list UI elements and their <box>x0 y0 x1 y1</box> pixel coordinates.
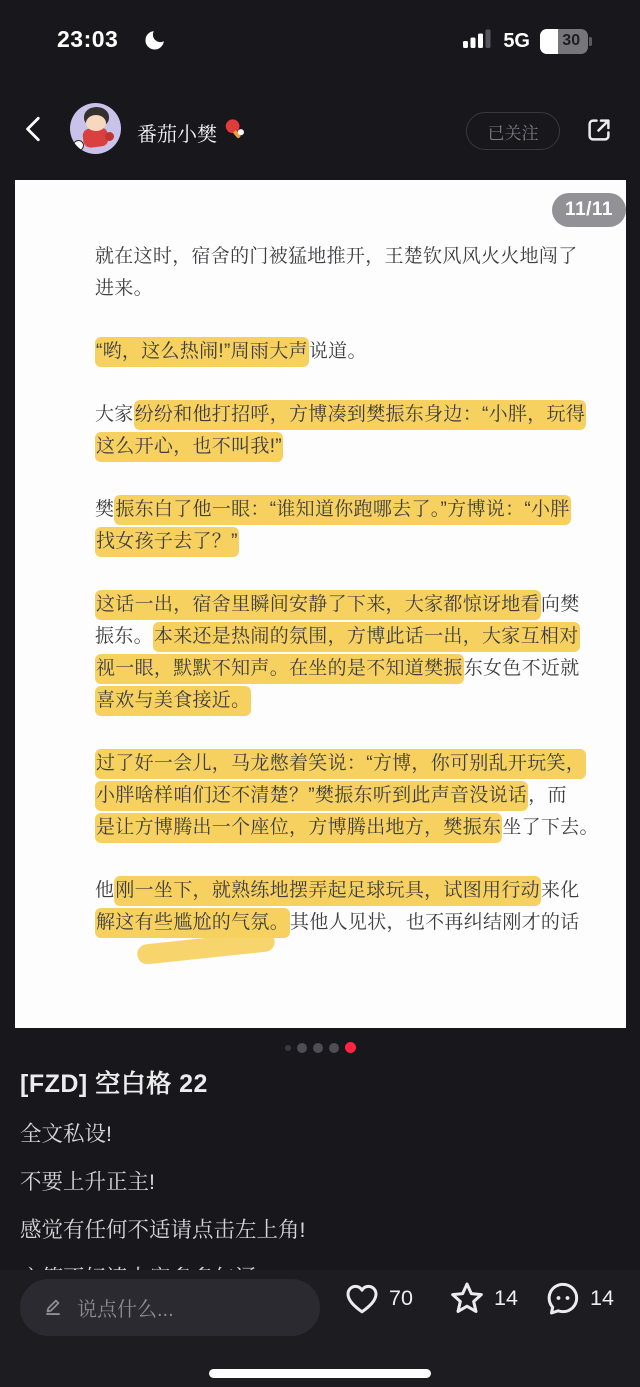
highlighted-text: 小胖啥样咱们还不清楚？”樊振东听到此声音没说话 <box>95 781 528 811</box>
highlighted-text: 是让方博腾出一个座位，方博腾出地方，樊振东 <box>95 813 502 843</box>
story-paragraph: 这话一出，宿舍里瞬间安静了下来，大家都惊讶地看向樊 振东。本来还是热闹的氛围，方博此话一出，大家互相对 视一眼，默默不知声。在坐的是不知道樊振东女色不近就 喜欢与美食接近。 <box>95 589 564 717</box>
username[interactable]: 番茄小樊 <box>137 96 245 168</box>
highlighted-text: 喜欢与美食接近。 <box>95 686 251 716</box>
collect-button[interactable] <box>447 1278 518 1318</box>
story-paragraph: 大家纷纷和他打招呼，方博凑到樊振东身边：“小胖，玩得 这么开心，也不叫我!” <box>95 399 564 463</box>
highlighted-text: 过了好一会儿，马龙憋着笑说：“方博，你可别乱开玩笑， <box>95 749 586 779</box>
pagination-dot <box>285 1045 291 1051</box>
highlighted-text: 刚一坐下，就熟练地摆弄起足球玩具，试图用行动 <box>114 876 541 906</box>
post-body-line: 全文私设! <box>20 1122 112 1146</box>
comment-input[interactable] <box>20 1279 320 1336</box>
highlighted-text: 找女孩子去了？” <box>95 527 239 557</box>
story-paragraph: 樊振东白了他一眼：“谁知道你跑哪去了。”方博说：“小胖 找女孩子去了？” <box>95 494 564 558</box>
battery-cap <box>589 37 592 46</box>
network-type-label: 5G <box>503 29 530 52</box>
post-body-line: 感觉有任何不适请点击左上角! <box>20 1218 306 1242</box>
collect-count: 14 <box>494 1285 518 1310</box>
pagination-dot <box>313 1043 323 1053</box>
comment-count: 14 <box>590 1285 614 1310</box>
story-paragraph: “哟，这么热闹!”周雨大声说道。 <box>95 336 564 368</box>
pencil-icon <box>42 1294 65 1322</box>
status-time: 23:03 <box>57 26 119 52</box>
page-counter-badge: 11/11 <box>552 193 626 227</box>
avatar[interactable] <box>70 103 121 154</box>
like-button[interactable] <box>342 1278 413 1318</box>
battery-icon <box>540 29 588 54</box>
highlighted-text: 这话一出，宿舍里瞬间安静了下来，大家都惊讶地看 <box>95 590 541 620</box>
pagination-dot <box>345 1042 356 1053</box>
post-body-line: 不要上升正主! <box>20 1170 155 1194</box>
crescent-moon-icon <box>143 28 167 52</box>
battery-percent: 30 <box>562 32 581 49</box>
highlighted-text: 视一眼，默默不知声。在坐的是不知道樊振 <box>95 654 464 684</box>
comment-button[interactable] <box>543 1278 614 1318</box>
like-count: 70 <box>389 1285 413 1310</box>
comment-bubble-icon <box>543 1278 583 1318</box>
story-paragraph: 过了好一会儿，马龙憋着笑说：“方博，你可别乱开玩笑， 小胖啥样咱们还不清楚？”樊振东听到此声音没说话，而 是让方博腾出一个座位，方博腾出地方，樊振东坐了下去。 <box>95 748 564 844</box>
back-icon[interactable] <box>20 114 48 144</box>
post-title: [FZD] 空白格 22 <box>20 1070 208 1098</box>
pagination-dot <box>297 1043 307 1053</box>
status-bar <box>0 0 640 70</box>
follow-button[interactable]: 已关注 <box>466 112 560 150</box>
highlighted-text: 纷纷和他打招呼，方博凑到樊振东身边：“小胖，玩得 <box>134 400 587 430</box>
highlighted-text: “哟，这么热闹!”周雨大声 <box>95 337 309 367</box>
header <box>0 96 640 168</box>
highlighted-text: 振东白了他一眼：“谁知道你跑哪去了。”方博说：“小胖 <box>114 495 570 525</box>
star-icon <box>447 1278 487 1318</box>
note-image[interactable] <box>15 180 626 1028</box>
cellular-signal-icon <box>463 28 493 54</box>
pagination-dots <box>0 1042 640 1053</box>
story-text <box>95 241 599 970</box>
home-indicator[interactable] <box>209 1369 431 1378</box>
story-paragraph: 就在这时，宿舍的门被猛地推开，王楚钦风风火火地闯了 进来。 <box>95 246 578 299</box>
highlighted-text: 本来还是热闹的氛围，方博此话一出，大家互相对 <box>153 622 580 652</box>
pagination-dot <box>329 1043 339 1053</box>
highlighted-text: 解这有些尴尬的气氛。 <box>95 908 290 938</box>
heart-icon <box>342 1278 382 1318</box>
ping-pong-paddle-emoji <box>223 118 245 146</box>
highlighted-text: 这么开心，也不叫我!” <box>95 432 283 462</box>
story-paragraph: 他刚一坐下，就熟练地摆弄起足球玩具，试图用行动来化 解这有些尴尬的气氛。其他人见状，也不再纠结刚才的话 <box>95 875 564 939</box>
share-icon[interactable] <box>584 115 614 145</box>
comment-placeholder: 说点什么... <box>77 1299 174 1321</box>
